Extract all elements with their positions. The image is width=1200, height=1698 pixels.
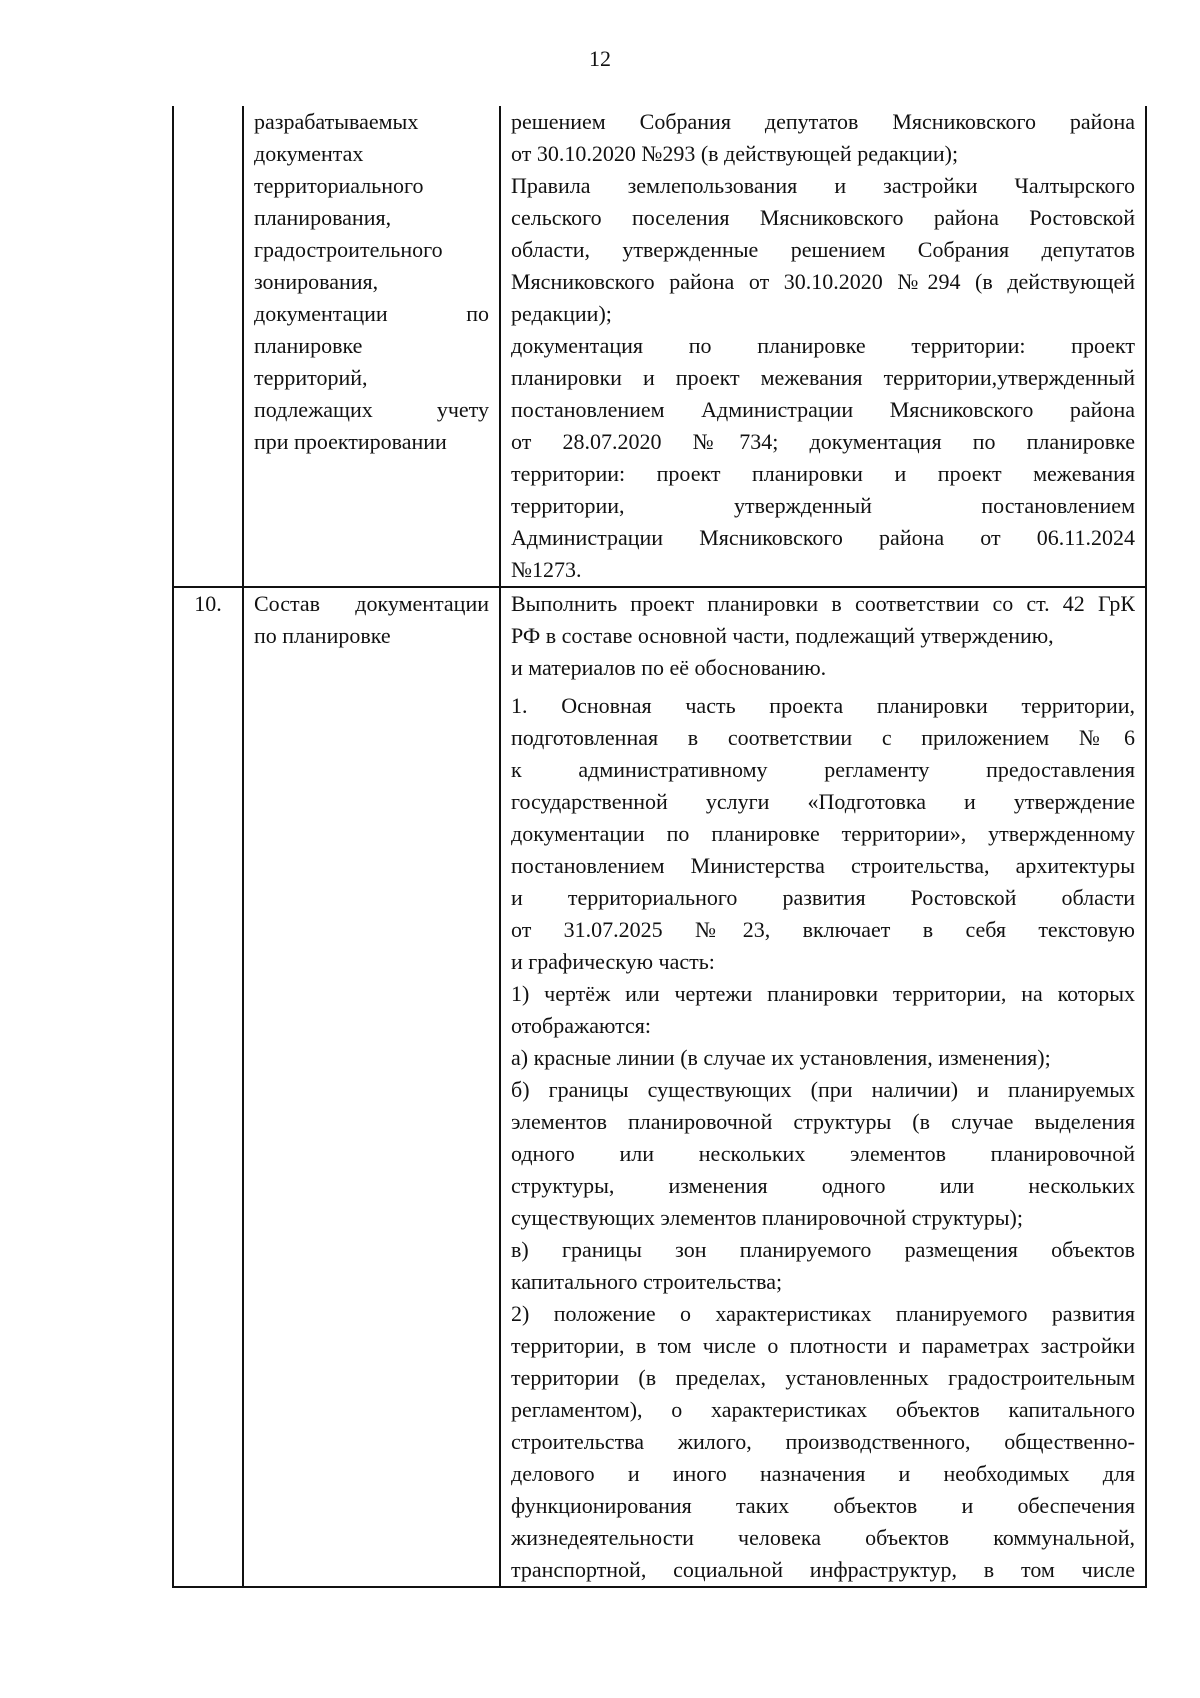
row-content-line: РФ в составе основной части, подлежащий утверждению,	[511, 623, 1054, 648]
row-content-line: регламентом), о характеристиках объектов капитального	[511, 1397, 1135, 1422]
row-content-line: делового и иного назначения и необходимых для	[511, 1461, 1135, 1486]
row-name-cell	[243, 106, 500, 587]
row-content-line: от 30.10.2020 №293 (в действующей редакции);	[511, 141, 959, 166]
row-name-line: по планировке	[254, 623, 391, 648]
row-content-line: государственной услуги «Подготовка и утверждение	[511, 789, 1135, 814]
row-name-line: документации по	[254, 301, 489, 326]
row-content-line: а) красные линии (в случае их установления, изменения);	[511, 1045, 1051, 1070]
row-content-line: Мясниковского района от 30.10.2020 №294 (в действующей	[511, 269, 1135, 294]
row-name-line: подлежащих учету	[254, 397, 489, 422]
row-content-line: документации по планировке территории», утвержденному	[511, 821, 1135, 846]
row-content-line: одного или нескольких элементов планировочной	[511, 1141, 1135, 1166]
row-name-line: градостроительного	[254, 237, 443, 262]
row-content-cell	[500, 106, 1146, 587]
row-content-line: 1. Основная часть проекта планировки территории,	[511, 693, 1135, 718]
row-content-line: капитального строительства;	[511, 1269, 783, 1294]
row-content-line: планировки и проект межевания территории,утвержденный	[511, 365, 1135, 390]
row-content-line: и материалов по её обоснованию.	[511, 655, 827, 680]
row-content-line: территории: проект планировки и проект межевания	[511, 461, 1135, 486]
row-content-line: отображаются:	[511, 1013, 651, 1038]
row-content-line: Выполнить проект планировки в соответствии со ст. 42 ГрК	[511, 591, 1135, 616]
row-content-line: территории, в том числе о плотности и параметрах застройки	[511, 1333, 1135, 1358]
row-content-line: редакции);	[511, 301, 612, 326]
row-content-line: и территориального развития Ростовской области	[511, 885, 1135, 910]
row-number	[173, 106, 243, 587]
row-name-line: планировке	[254, 333, 363, 358]
row-content-line: жизнедеятельности человека объектов коммунальной,	[511, 1525, 1135, 1550]
row-content-line: области, утвержденные решением Собрания депутатов	[511, 237, 1135, 262]
row-content-line: существующих элементов планировочной структуры);	[511, 1205, 1023, 1230]
row-content-cell	[500, 587, 1146, 1587]
row-content-line: 1) чертёж или чертежи планировки территории, на которых	[511, 981, 1135, 1006]
row-name-cell	[243, 587, 500, 1587]
row-content-line: структуры, изменения одного или нескольких	[511, 1173, 1135, 1198]
row-content-line: территории, утвержденный постановлением	[511, 493, 1135, 518]
row-content-line: и графическую часть:	[511, 949, 715, 974]
row-content-line: строительства жилого, производственного, общественно-	[511, 1429, 1135, 1454]
row-content-line: подготовленная в соответствии с приложением №6	[511, 725, 1135, 750]
row-content-line: от 28.07.2020 №734; документация по планировке	[511, 429, 1135, 454]
row-content-line: Администрации Мясниковского района от 06.11.2024	[511, 525, 1135, 550]
row-content-line: элементов планировочной структуры (в случае выделения	[511, 1109, 1135, 1134]
row-content-line: сельского поселения Мясниковского района Ростовской	[511, 205, 1135, 230]
row-name-line: разрабатываемых	[254, 109, 419, 134]
row-content-line: территории (в пределах, установленных градостроительным	[511, 1365, 1135, 1390]
row-content-line: транспортной, социальной инфраструктур, в том числе	[511, 1557, 1135, 1582]
row-name-line: зонирования,	[254, 269, 379, 294]
row-content-line: постановлением Министерства строительства, архитектуры	[511, 853, 1135, 878]
row-name-line: территорий,	[254, 365, 368, 390]
row-name-line: при проектировании	[254, 429, 447, 454]
row-number: 10.	[173, 587, 243, 1587]
row-content-line: 2) положение о характеристиках планируемого развития	[511, 1301, 1135, 1326]
row-content-line: от 31.07.2025 №23, включает в себя текстовую	[511, 917, 1135, 942]
row-name-line: территориального	[254, 173, 424, 198]
row-content-line: к административному регламенту предоставления	[511, 757, 1135, 782]
requirements-table	[172, 106, 1147, 1588]
row-content-line: б) границы существующих (при наличии) и планируемых	[511, 1077, 1135, 1102]
table-row	[173, 106, 1146, 587]
row-content-line: функционирования таких объектов и обеспечения	[511, 1493, 1135, 1518]
row-content-line: №1273.	[511, 557, 582, 582]
row-content-line: документация по планировке территории: проект	[511, 333, 1135, 358]
table-row	[173, 587, 1146, 1587]
row-name-line: Состав документации	[254, 591, 489, 616]
row-content-line: Правила землепользования и застройки Чалтырского	[511, 173, 1135, 198]
row-content-line: решением Собрания депутатов Мясниковского района	[511, 109, 1135, 134]
row-content-line: постановлением Администрации Мясниковского района	[511, 397, 1135, 422]
row-name-line: планирования,	[254, 205, 392, 230]
page-number: 12	[589, 46, 611, 71]
row-content-line: в) границы зон планируемого размещения объектов	[511, 1237, 1135, 1262]
row-name-line: документах	[254, 141, 364, 166]
